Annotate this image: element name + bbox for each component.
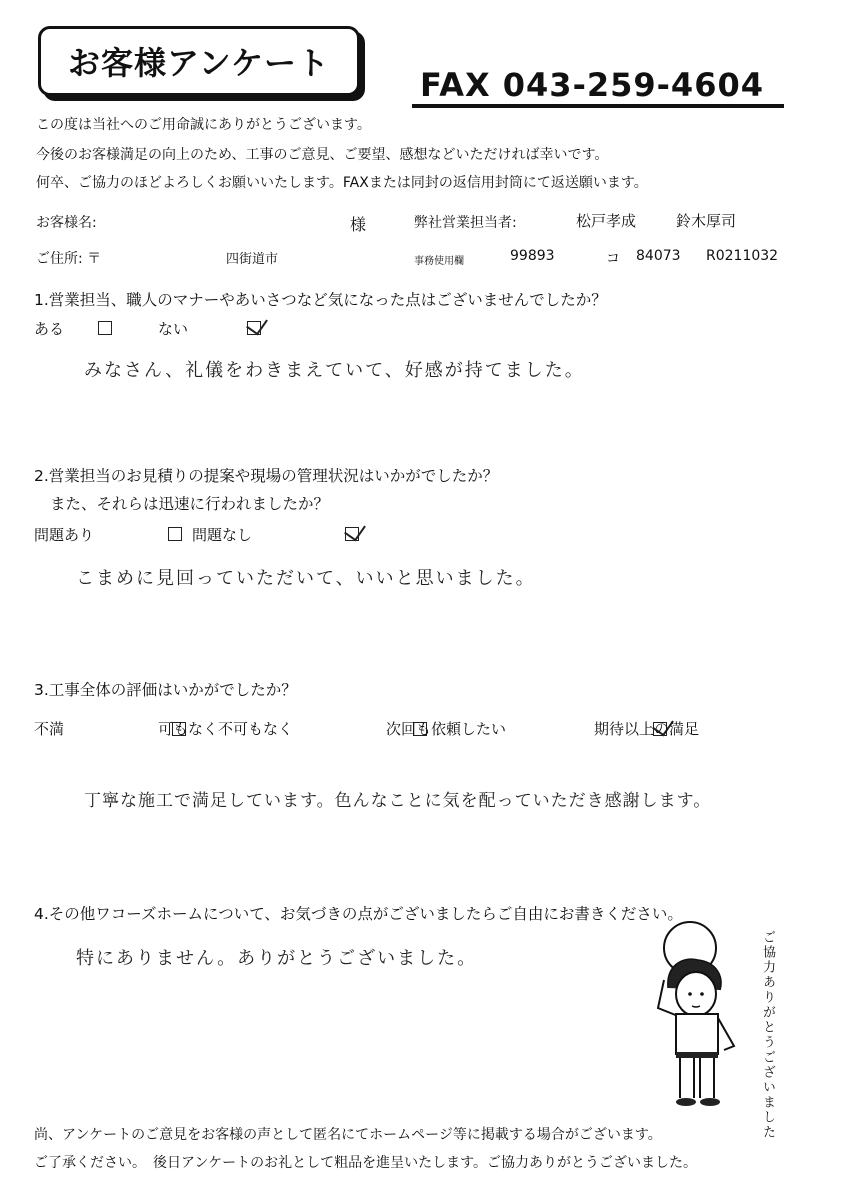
intro-line-2: 今後のお客様満足の向上のため、工事のご意見、ご要望、感想などいただければ幸いです。 — [36, 147, 609, 163]
sama-label: 様 — [350, 215, 367, 234]
customer-name-label: お客様名: — [36, 215, 97, 231]
thank-you-person-illustration — [638, 918, 758, 1118]
question-2-line-2: また、それらは迅速に行われましたか？ — [50, 495, 330, 513]
address-city: 四街道市 — [226, 252, 279, 267]
staff-name-1: 松戸孝成 — [576, 212, 637, 230]
q3-option-request-again-label: 次回も依頼したい — [386, 720, 507, 738]
q3-option-request-again[interactable] — [386, 718, 506, 739]
office-code-2: 84073 — [636, 248, 681, 264]
staff-label: 弊社営業担当者: — [414, 215, 517, 231]
q2-option-no-problem-label: 問題なし — [192, 526, 253, 544]
q3-option-exceeded[interactable] — [594, 718, 699, 739]
q1-option-aru[interactable] — [34, 318, 64, 339]
question-4: 4.その他ワコーズホームについて、お気づきの点がございましたらご自由にお書きください。 — [34, 905, 683, 923]
q1-nai-checkbox[interactable] — [247, 321, 261, 335]
fax-number: FAX 043-259-4604 — [420, 66, 764, 104]
intro-line-3: 何卒、ご協力のほどよろしくお願いいたします。FAXまたは同封の返信用封筒にて返送願います。 — [36, 175, 648, 191]
office-use-label: 事務使用欄 — [414, 256, 464, 267]
q3-answer: 丁寧な施工で満足しています。色んなことに気を配っていただき感謝します。 — [84, 791, 712, 811]
fax-underline — [412, 104, 784, 108]
q1-answer: みなさん、礼儀をわきまえていて、好感が持てました。 — [84, 360, 585, 381]
question-2-line-1: 2.営業担当のお見積りの提案や現場の管理状況はいかがでしたか？ — [34, 467, 499, 485]
q2-option-problem[interactable] — [34, 524, 94, 545]
q2-no-problem-checkbox[interactable] — [345, 527, 359, 541]
question-3: 3.工事全体の評価はいかがでしたか？ — [34, 681, 297, 699]
footer-line-2: ご了承ください。 後日アンケートのお礼として粗品を進呈いたします。ご協力ありがとうございました。 — [34, 1155, 698, 1171]
q2-answer: こまめに見回っていただいて、いいと思いました。 — [76, 568, 536, 589]
q3-option-neutral-label: 可もなく不可もなく — [158, 720, 294, 738]
address-label: ご住所: 〒 — [36, 251, 102, 267]
q3-option-dissatisfied-label: 不満 — [34, 720, 65, 738]
q3-option-dissatisfied[interactable] — [34, 718, 64, 739]
office-code-3: R0211032 — [706, 248, 779, 264]
q1-option-nai[interactable] — [158, 318, 188, 339]
survey-title-box — [38, 26, 360, 96]
q2-option-no-problem[interactable] — [192, 524, 252, 545]
staff-name-2: 鈴木厚司 — [676, 212, 737, 230]
q1-aru-checkbox[interactable] — [98, 321, 112, 335]
q2-option-problem-label: 問題あり — [34, 526, 95, 544]
q1-option-nai-label: ない — [158, 320, 189, 338]
side-thank-you-message: ご協力ありがとうございました — [760, 930, 775, 1140]
survey-title: お客様アンケート — [67, 44, 331, 82]
q1-option-aru-label: ある — [34, 320, 65, 338]
q4-answer: 特にありません。ありがとうございました。 — [76, 948, 478, 969]
question-1: 1.営業担当、職人のマナーやあいさつなど気になった点はございませんでしたか？ — [34, 291, 607, 309]
intro-line-1: この度は当社へのご用命誠にありがとうございます。 — [36, 117, 371, 133]
q2-problem-checkbox[interactable] — [168, 527, 182, 541]
q3-option-neutral[interactable] — [158, 718, 293, 739]
office-code-1: 99893 — [510, 248, 555, 264]
q3-option-exceeded-label: 期待以上の満足 — [594, 720, 700, 738]
office-code-ko: コ — [606, 251, 620, 267]
footer-line-1: 尚、アンケートのご意見をお客様の声として匿名にてホームページ等に掲載する場合がございます。 — [34, 1127, 662, 1143]
